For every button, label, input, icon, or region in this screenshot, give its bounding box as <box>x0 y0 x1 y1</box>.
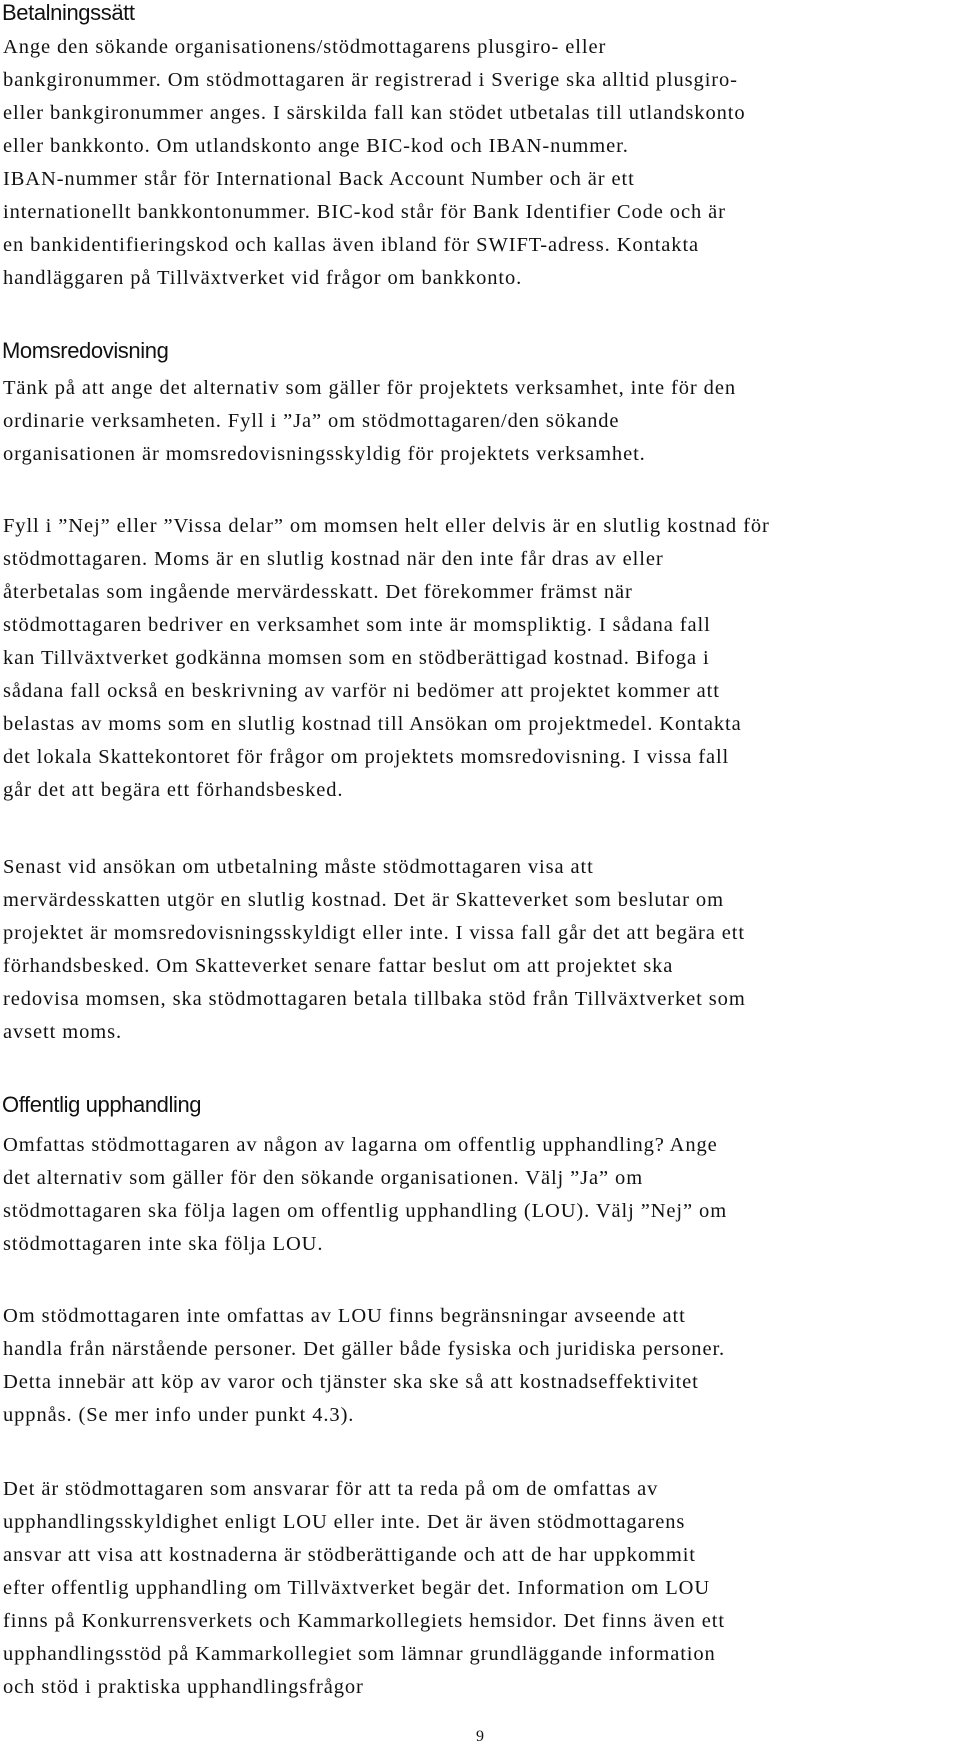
paragraph-lou-3 <box>3 1473 725 1704</box>
text-line: handläggaren på Tillväxtverket vid frågor om bankkonto. <box>3 267 523 289</box>
paragraph-moms-1 <box>3 372 736 471</box>
text-line: ansvar att visa att kostnaderna är stödberättigande och att de har uppkommit <box>3 1544 696 1566</box>
text-line: kan Tillväxtverket godkänna momsen som en stödberättigad kostnad. Bifoga i <box>3 647 710 669</box>
text-line: stödmottagaren bedriver en verksamhet som inte är momspliktig. I sådana fall <box>3 614 711 636</box>
text-line: uppnås. (Se mer info under punkt 4.3). <box>3 1404 355 1426</box>
text-line: förhandsbesked. Om Skatteverket senare fattar beslut om att projektet ska <box>3 955 674 977</box>
text-line: bankgironummer. Om stödmottagaren är registrerad i Sverige ska alltid plusgiro- <box>3 69 738 91</box>
text-line: handla från närstående personer. Det gäller både fysiska och juridiska personer. <box>3 1338 726 1360</box>
text-line: IBAN-nummer står för International Back Account Number och är ett <box>3 168 635 190</box>
heading-offentlig-upphandling: Offentlig upphandling <box>2 1092 202 1117</box>
text-line: organisationen är momsredovisningsskyldig för projektets verksamhet. <box>3 443 646 465</box>
text-line: ordinarie verksamheten. Fyll i ”Ja” om stödmottagaren/den sökande <box>3 410 620 432</box>
text-line: redovisa momsen, ska stödmottagaren betala tillbaka stöd från Tillväxtverket som <box>3 988 746 1010</box>
text-line: Om stödmottagaren inte omfattas av LOU finns begränsningar avseende att <box>3 1305 686 1327</box>
heading-betalningssatt: Betalningssätt <box>2 0 135 25</box>
text-line: projektet är momsredovisningsskyldigt eller inte. I vissa fall går det att begära ett <box>3 922 745 944</box>
paragraph-lou-1 <box>3 1129 727 1261</box>
paragraph-lou-2 <box>3 1300 725 1432</box>
text-line: finns på Konkurrensverkets och Kammarkollegiets hemsidor. Det finns även ett <box>3 1610 725 1632</box>
text-line: belastas av moms som en slutlig kostnad till Ansökan om projektmedel. Kontakta <box>3 713 742 735</box>
text-line: internationellt bankkontonummer. BIC-kod står för Bank Identifier Code och är <box>3 201 726 223</box>
text-line: Tänk på att ange det alternativ som gäller för projektets verksamhet, inte för den <box>3 377 736 399</box>
heading-momsredovisning: Momsredovisning <box>2 338 169 363</box>
text-line: Det är stödmottagaren som ansvarar för att ta reda på om de omfattas av <box>3 1478 659 1500</box>
text-line: upphandlingsskyldighet enligt LOU eller inte. Det är även stödmottagarens <box>3 1511 686 1533</box>
text-line: återbetalas som ingående mervärdesskatt. Det förekommer främst när <box>3 581 633 603</box>
text-line: efter offentlig upphandling om Tillväxtverket begär det. Information om LOU <box>3 1577 711 1599</box>
text-line: Omfattas stödmottagaren av någon av lagarna om offentlig upphandling? Ange <box>3 1134 718 1156</box>
paragraph-moms-2 <box>3 510 770 807</box>
text-line: eller bankkonto. Om utlandskonto ange BIC-kod och IBAN-nummer. <box>3 135 629 157</box>
text-line: Fyll i ”Nej” eller ”Vissa delar” om momsen helt eller delvis är en slutlig kostnad för <box>3 515 770 537</box>
text-line: upphandlingsstöd på Kammarkollegiet som lämnar grundläggande information <box>3 1643 716 1665</box>
text-line: en bankidentifieringskod och kallas även ibland för SWIFT-adress. Kontakta <box>3 234 700 256</box>
text-line: sådana fall också en beskrivning av varför ni bedömer att projektet kommer att <box>3 680 720 702</box>
text-line: det alternativ som gäller för den sökande organisationen. Välj ”Ja” om <box>3 1167 644 1189</box>
text-line: Detta innebär att köp av varor och tjänster ska ske så att kostnadseffektivitet <box>3 1371 699 1393</box>
text-line: det lokala Skattekontoret för frågor om projektets momsredovisning. I vissa fall <box>3 746 730 768</box>
text-line: stödmottagaren. Moms är en slutlig kostnad när den inte får dras av eller <box>3 548 664 570</box>
paragraph-betalningssatt <box>3 31 746 295</box>
text-line: går det att begära ett förhandsbesked. <box>3 779 344 801</box>
page-number: 9 <box>476 1728 484 1745</box>
text-line: eller bankgironummer anges. I särskilda fall kan stödet utbetalas till utlandskonto <box>3 102 746 124</box>
text-line: avsett moms. <box>3 1021 122 1043</box>
text-line: och stöd i praktiska upphandlingsfrågor <box>3 1676 364 1698</box>
text-line: stödmottagaren inte ska följa LOU. <box>3 1233 324 1255</box>
text-line: stödmottagaren ska följa lagen om offentlig upphandling (LOU). Välj ”Nej” om <box>3 1200 728 1222</box>
paragraph-moms-3 <box>3 851 746 1049</box>
text-line: Senast vid ansökan om utbetalning måste stödmottagaren visa att <box>3 856 594 878</box>
text-line: Ange den sökande organisationens/stödmottagarens plusgiro- eller <box>3 36 607 58</box>
text-line: mervärdesskatten utgör en slutlig kostnad. Det är Skatteverket som beslutar om <box>3 889 724 911</box>
